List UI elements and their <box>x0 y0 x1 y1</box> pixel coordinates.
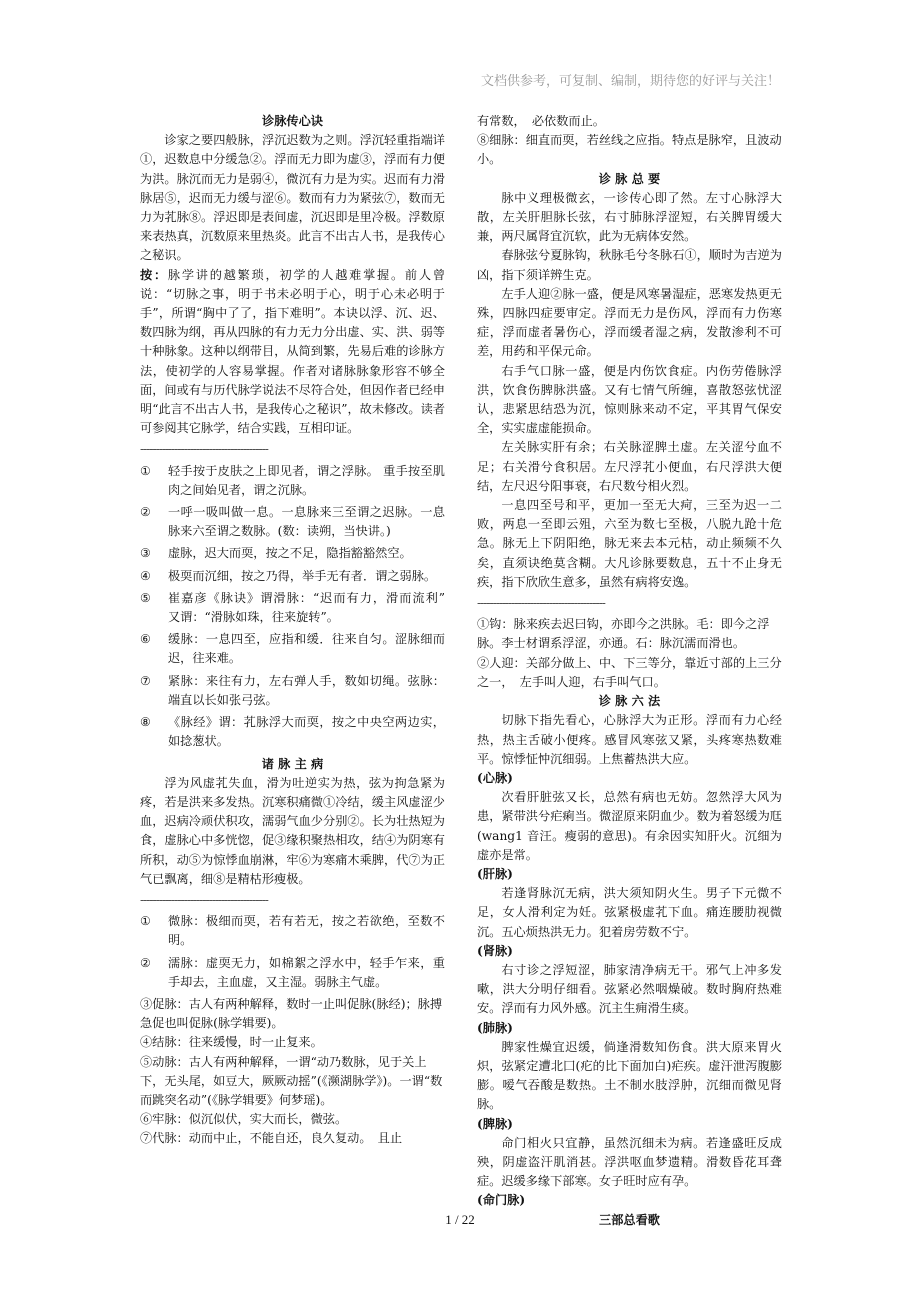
paragraph: 左关脉实肝有余；右关脉涩脾土虚。左关涩兮血不足；右关滑兮食积居。左尺浮芤小便血，右尺浮洪大便结，左尺迟兮阳事衰，右尺数兮相火烈。 <box>477 440 782 493</box>
commentary-label: 按： <box>140 267 168 282</box>
footnote-item <box>140 672 445 710</box>
footnote: ②人迎：关部分做上、中、下三等分，靠近寸部的上三分之一， 左手叫人迎，右手叫气口。 <box>477 655 782 689</box>
footnote: ⑥牢脉：似沉似伏，实大而长，微弦。 <box>140 1112 348 1127</box>
section-title: 三部总看歌 <box>599 1212 660 1227</box>
footnote-item <box>140 954 445 992</box>
footnote-text: 微脉：极细而耎，若有若无，按之若欲绝，至数不明。 <box>168 914 445 948</box>
right-column <box>477 112 782 1230</box>
footnote-item <box>140 630 445 668</box>
footnote-text: 崔嘉彦《脉诀》谓滑脉：“迟而有力，滑而流利” 又谓：“滑脉如珠，往来旋转”。 <box>168 590 458 625</box>
footnote-text: 紧脉：来往有力，左右弹人手，数如切绳。弦脉：端直以长如张弓弦。 <box>168 673 445 707</box>
commentary-text: 脉学讲的越繁琐，初学的人越难掌握。前人曾说：“切脉之事，明于书未必明于心，明于心未必明于手”，所谓“胸中了了，指下难明”。本诀以浮、沉、迟、数四脉为纲，再从四脉的有力无力分出虚、实、洪、弱等十种脉象。这种以纲带目，从简到繁，先易后难的诊脉方法，使初学的人容易掌握。作者对诸脉脉象形容不够全面，间或有与历代脉学说法不尽符合处，但因作者已经申明“此言不出古人书，是我传心之秘识”，故未修改。读者可参阅其它脉学，结合实践，互相印证。 <box>140 267 446 436</box>
footnote: ⑦代脉：动而中止，不能自还，良久复动。 且止 <box>140 1131 403 1146</box>
footnote-number: ⑤ <box>140 590 151 605</box>
footnote-number: ① <box>140 463 151 478</box>
paragraph: 一息四至号和平，更加一至无大疴，三至为迟一二败，两息一至即云殂，六至为数七至极，八脱九跄十危急。脉无上下阴阳绝，脉无来去本元枯，动止频频不久矣，直须诀绝莫含糊。大凡诊脉要数息，五十不止身无疾，指下欣欣生意多，虽然有病将安逸。 <box>477 498 782 589</box>
paragraph: 若逢肾脉沉无病，洪大须知阴火生。男子下元微不足，女人滑利定为妊。弦紧极虚芤下血。痛连腰肋视微沉。五心烦热洪无力。犯着房劳数不宁。 <box>477 886 782 939</box>
paragraph: 右寸诊之浮短涩，肺家清净病无干。邪气上冲多发嗽，洪大分明仔细看。弦紧必然咽燥破。数时胸府热难安。浮而有力风外感。沉主生痈滑生痰。 <box>477 962 782 1016</box>
footnote-list <box>140 462 458 752</box>
paragraph: 春脉弦兮夏脉钩，秋脉毛兮冬脉石①，顺时为吉逆为凶，指下须详辨生克。 <box>477 248 782 282</box>
footnote-text: 虚脉，迟大而耎，按之不足，隐指豁豁然空。 <box>168 546 412 561</box>
section-title: 诸 脉 主 病 <box>261 756 324 771</box>
paragraph: 切脉下指先看心，心脉浮大为正形。浮而有力心经热，热主舌破小便疼。感冒风寒弦又紧，头疼寒热数难平。惊悸怔忡沉细弱。上焦蓄热洪大应。 <box>477 713 782 766</box>
footnote-item <box>140 503 445 541</box>
pulse-tag: (肾脉) <box>477 943 513 958</box>
footnote-number: ④ <box>140 568 151 583</box>
left-column <box>140 112 458 1149</box>
footnote-continued: 有常数， 必依数而止。 <box>477 114 605 128</box>
header-watermark: 文档供参考，可复制、编制，期待您的好评与关注！ <box>480 74 780 89</box>
footnote-number: ① <box>140 914 151 929</box>
pulse-tag: (命门脉) <box>477 1193 526 1208</box>
footnote-number: ⑦ <box>140 673 151 688</box>
divider: ----------------------------------------- <box>140 892 268 907</box>
pulse-tag: (心脉) <box>477 770 513 785</box>
footnote-number: ⑥ <box>140 632 151 647</box>
paragraph: 脉中义理极微玄，一诊传心即了然。左寸心脉浮大散，左关肝胆脉长弦，右寸肺脉浮涩短，右关脾胃缓大兼，两尺属肾宜沉软，此为无病体安然。 <box>477 190 782 244</box>
footnote-text: 《脉经》谓：芤脉浮大而耎，按之中央空两边实，如捻葱状。 <box>168 715 445 749</box>
pulse-tag: (肺脉) <box>477 1020 513 1035</box>
commentary <box>140 266 445 439</box>
pulse-tag: (脾脉) <box>477 1116 513 1131</box>
footnote-item <box>140 462 445 500</box>
section-title: 诊 脉 总 要 <box>598 171 661 186</box>
footnote: ①钩：脉来疾去迟曰钩，亦即今之洪脉。毛：即今之浮脉。李士材谓系浮涩，亦通。石：脉沉濡而滑也。 <box>477 617 770 651</box>
paragraph: 命门相火只宜静，虽然沉细未为病。若逢盛旺反成殃，阴虚盗汗肌消甚。浮洪呕血梦遗精。滑数昏花耳聋症。迟缓多缘下部寒。女子旺时应有孕。 <box>477 1135 782 1189</box>
footnote: ④结脉：往来缓慢，时一止复来。 <box>140 1035 323 1050</box>
paragraph: 诊家之要四般脉，浮沉迟数为之则。浮沉轻重指端详①，迟数息中分缓急②。浮而无力即为虚③，浮而有力便为洪。脉沉而无力是弱④，微沉有力是为实。迟而有力滑脉居⑤，迟而无力缓与涩⑥。数而有力为紧弦⑦，数而无力为芤脉⑧。浮迟即是表间虚，沉迟即是里冷极。浮数原来表热真，沉数原来里热炎。此言不出古人书，是我传心之秘识。 <box>140 133 445 263</box>
paragraph: 浮为风虚芤失血，滑为吐逆实为热，弦为拘急紧为疼，若是洪来多发热。沉寒积痛微①冷结，缓主风虚涩少血，迟病冷顽伏积攻，濡弱气血少分别②。长为壮热短为食，虚脉心中多恍惚，促③缘积聚热相攻，结④为阴寒有所积，动⑤为惊悸血崩淋，牢⑥为寒痛木乘脾，代⑦为正气已飘离，细⑧是精枯形瘦极。 <box>140 775 445 886</box>
footnote-item <box>140 912 445 950</box>
footnote-text: 一呼一吸叫做一息。一息脉来三至谓之迟脉。一息脉来六至谓之数脉。(数：读朔，当快讲。) <box>168 505 445 539</box>
footnote-item <box>140 567 445 586</box>
section-title: 诊脉传心诀 <box>262 114 323 128</box>
footnote-text: 轻手按于皮肤之上即见者，谓之浮脉。 重手按至肌肉之间始见者，谓之沉脉。 <box>168 463 445 497</box>
footnote-number: ③ <box>140 546 151 561</box>
pulse-tag: (肝脉) <box>477 866 513 881</box>
footnote-number: ② <box>140 505 151 520</box>
paragraph: 右手气口脉一盛，便是内伤饮食症。内伤劳倦脉浮洪，饮食伤脾脉洪盛。又有七情气所缠，喜散怒弦忧涩认，悲紧思结恐为沉，惊则脉来动不定，平其胃气保安全，实实虚虚能损命。 <box>477 363 782 436</box>
divider: ----------------------------------------- <box>140 442 268 457</box>
paragraph: 脾家性燥宜迟缓，倘逢滑数知伤食。洪大原来胃火炽，弦紧定遭北囗(疕的比下面加白)疟疾。虚汗泄泻腹膨膨。嗳气吞酸是数热。土不制水肢浮肿，沉细而微见肾脉。 <box>477 1039 782 1112</box>
paragraph: 次看肝脏弦又长，总然有病也无妨。忽然浮大风为患，紧带洪兮疟痢当。微涩原来阴血少。数为着怒缓为尫(wang1 音汪。瘦弱的意思)。有余因实知肝火。沉细为虚亦是常。 <box>477 790 782 862</box>
footnote-number: ⑧ <box>140 715 151 730</box>
footnote-item <box>140 544 445 563</box>
footnote-number: ② <box>140 955 151 970</box>
footnote-text: 濡脉：虚耎无力，如棉絮之浮水中，轻手乍来，重手却去，主血虚，又主湿。弱脉主气虚。 <box>168 955 445 989</box>
footnote-item <box>140 713 445 751</box>
footnote-list <box>140 912 445 992</box>
footnote: ③促脉：古人有两种解释，数时一止叫促脉(脉经)；脉搏急促也叫促脉(脉学辑要)。 <box>140 996 443 1031</box>
divider: ----------------------------------------- <box>477 596 605 611</box>
footnote-item <box>140 589 458 627</box>
paragraph: 左手人迎②脉一盛，便是风寒暑湿症，恶寒发热更无殊，四脉四症要审定。浮而无力是伤风，浮而有力伤寒症，浮而虚者暑伤心，浮而缓者湿之病，发散渗利不可差，用药和平保元命。 <box>477 286 782 359</box>
footnote-text: 极耎而沉细，按之乃得，举手无有者．谓之弱脉。 <box>168 568 437 583</box>
section-title: 诊 脉 六 法 <box>598 694 661 709</box>
footnote-text: 缓脉：一息四至，应指和缓．往来自匀。涩脉细而迟，往来难。 <box>168 632 445 666</box>
footnote: ⑤动脉：古人有两种解释，一谓“动乃数脉，见于关上下，无头尾，如豆大，厥厥动摇”(《濒湖脉学》)。一谓“数而跳突名动”(《脉学辑要》何梦瑶)。 <box>140 1054 443 1107</box>
page-number: 1 / 22 <box>445 1212 475 1227</box>
footnote: ⑧细脉：细直而耎，若丝线之应指。特点是脉窄，且波动小。 <box>477 133 782 167</box>
